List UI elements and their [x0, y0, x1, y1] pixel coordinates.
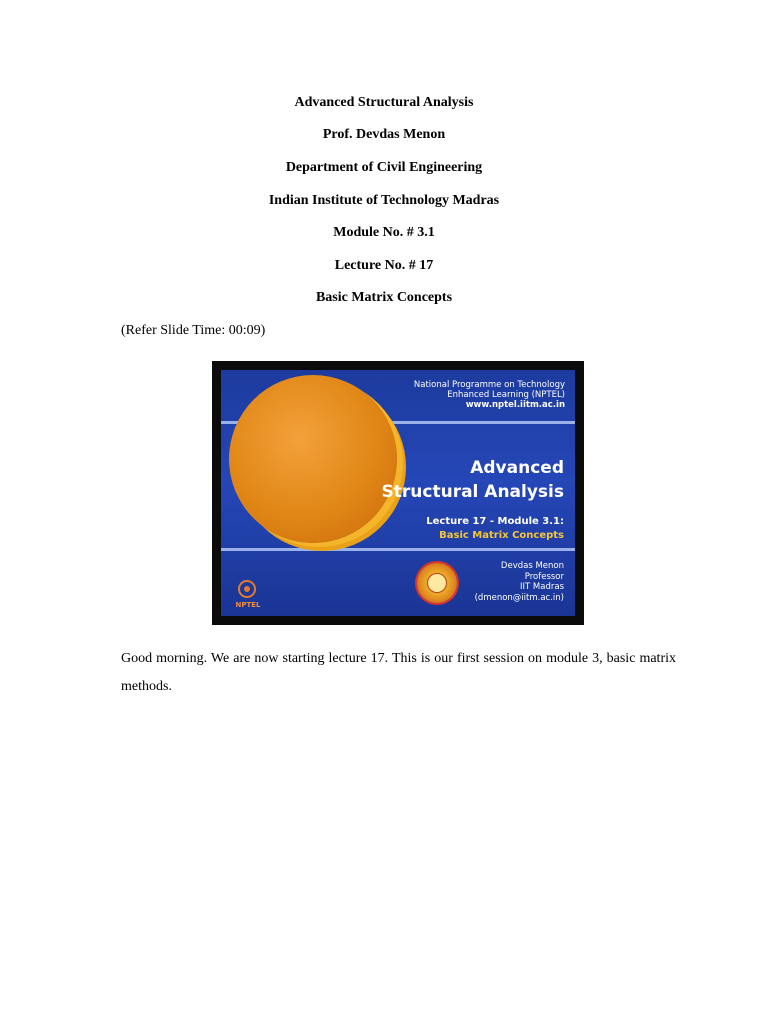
author-name: Devdas Menon: [500, 561, 564, 571]
author-email: (dmenon@iitm.ac.in): [474, 592, 564, 603]
author-institute: IIT Madras: [520, 582, 564, 592]
module-number: Module No. # 3.1: [333, 225, 435, 240]
department-name: Department of Civil Engineering: [285, 160, 483, 175]
programme-header: [365, 380, 565, 410]
programme-url: www.nptel.iitm.ac.in: [465, 400, 565, 410]
nptel-logo-text: NPTEL: [235, 601, 261, 609]
slide-title-line-2: Structural Analysis: [381, 482, 564, 502]
iit-madras-seal-icon: [417, 563, 457, 603]
slide-image: [212, 361, 584, 625]
programme-line-1: National Programme on Technology: [413, 380, 565, 390]
institute-name: Indian Institute of Technology Madras: [268, 193, 500, 208]
course-title: Advanced Structural Analysis: [294, 95, 474, 110]
lecture-number: Lecture No. # 17: [334, 258, 434, 273]
programme-line-2: Enhanced Learning (NPTEL): [447, 390, 565, 400]
slide-lecture-info: [426, 515, 564, 543]
lecture-topic: Basic Matrix Concepts: [315, 290, 453, 305]
slide-title: [382, 456, 564, 504]
nptel-logo: [233, 580, 263, 614]
seal-core: [427, 573, 447, 593]
professor-name: Prof. Devdas Menon: [322, 127, 446, 142]
slide-stripe-bottom: [221, 548, 575, 551]
slide-topic-line: Basic Matrix Concepts: [439, 530, 564, 541]
slide-title-line-1: Advanced: [470, 458, 564, 478]
slide-background: [221, 370, 575, 616]
body-paragraph: Good morning. We are now starting lecture 17. This is our first session on module 3, basic matrix methods.: [121, 651, 676, 694]
slide-author-block: [475, 561, 564, 603]
slide-lecture-line: Lecture 17 - Module 3.1:: [426, 516, 564, 527]
refer-slide-time: (Refer Slide Time: 00:09): [121, 323, 266, 338]
author-title: Professor: [524, 571, 564, 582]
nptel-wheel-icon: [238, 580, 256, 598]
